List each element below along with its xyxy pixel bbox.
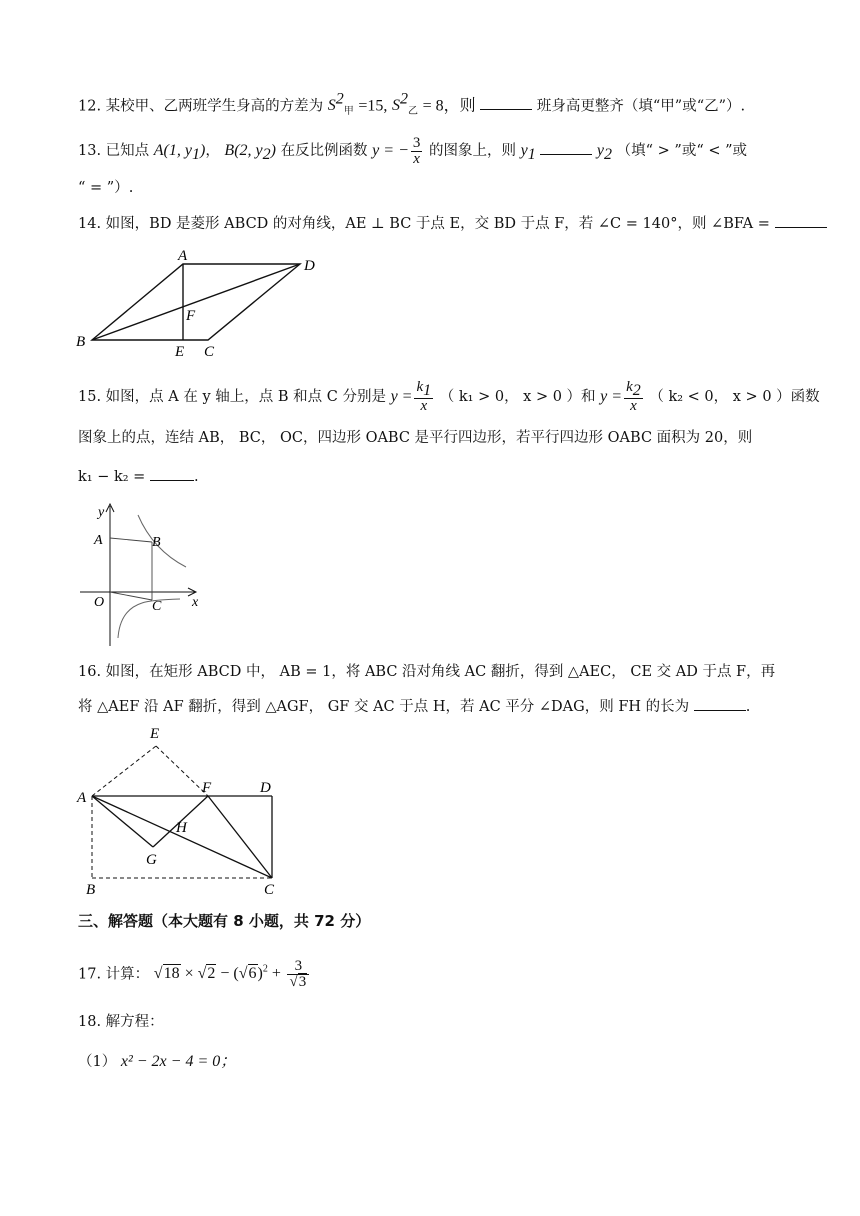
expression-fraction: $\frac{3}{√3}$: [287, 959, 309, 990]
label-E: E: [150, 726, 160, 742]
label-G: G: [146, 852, 157, 868]
question-text: k₁ − k₂ =: [78, 469, 146, 485]
question-text: 将 △AEF 沿 AF 翻折，得到 △AGF， GF 交 AC 于点 H，若 AC 平分 ∠DAG，则 FH 的长为: [78, 699, 690, 715]
question-text: 的图象上，则: [428, 143, 516, 159]
point-b: B(2, $y_2$): [224, 142, 276, 164]
function-2-fraction: $\frac{k_2}{x}$: [626, 379, 641, 414]
question-text: （填“ > ”或“ < ”或: [616, 143, 748, 159]
variance-symbol-2: $S^2_乙$: [392, 91, 419, 118]
question-text: “ = ”）.: [78, 180, 134, 196]
question-text: 解方程：: [105, 1014, 164, 1030]
rhombus-diagram: [70, 248, 330, 360]
label-E: E: [175, 344, 185, 360]
answer-blank[interactable]: [694, 696, 746, 711]
label-A: A: [178, 248, 188, 264]
question-15: [78, 380, 820, 414]
question-16: [78, 662, 775, 682]
label-D: D: [304, 258, 315, 274]
question-18-part1: [78, 1052, 236, 1072]
part-label: （1）: [78, 1054, 117, 1070]
function-fraction: $\frac{3}{x}$: [412, 134, 421, 167]
question-12: [78, 90, 745, 123]
answer-blank[interactable]: [150, 466, 194, 481]
rectangle-fold-diagram: [74, 722, 284, 897]
variance-value-1: =15,: [358, 97, 388, 115]
point-a: A(1, $y_1$): [153, 142, 206, 164]
label-x: x: [192, 595, 199, 610]
expression: $√18 \times √2 - (√6)^2$ +: [153, 964, 281, 983]
question-number: 16.: [78, 664, 102, 680]
question-text: 如图，BD 是菱形 ABCD 的对角线，AE ⊥ BC 于点 E，交 BD 于点 F，若 ∠C = 140°，则 ∠BFA =: [105, 216, 770, 232]
question-text: （ k₂ < 0， x > 0 ）函数: [649, 389, 820, 405]
question-text: 图象上的点，连结 AB， BC， OC，四边形 OABC 是平行四边形，若平行四边形 OABC 面积为 20，则: [78, 430, 753, 446]
question-number: 14.: [78, 216, 102, 232]
function-1-fraction: $\frac{k_1}{x}$: [416, 379, 432, 414]
answer-blank[interactable]: [480, 95, 532, 110]
question-18: [78, 1012, 164, 1032]
answer-blank[interactable]: [775, 213, 827, 228]
question-14: [78, 213, 827, 234]
label-B: B: [152, 535, 161, 550]
question-text: 计算：: [105, 966, 150, 983]
hyperbola-diagram: [78, 500, 208, 650]
question-15-line3: k₁ − k₂ = .: [78, 466, 199, 487]
question-text: 某校甲、乙两班学生身高的方差为: [105, 98, 324, 115]
question-number: 13.: [78, 143, 102, 159]
question-number: 18.: [78, 1014, 102, 1030]
question-text: 如图，在矩形 ABCD 中， AB = 1，将 ABC 沿对角线 AC 翻折，得到 △AEC， CE 交 AD 于点 F，再: [105, 664, 776, 680]
question-text: 在反比例函数: [280, 143, 368, 159]
function-lhs: y = −: [372, 142, 409, 159]
question-text: （ k₁ > 0， x > 0 ）和: [439, 389, 596, 405]
label-C: C: [204, 344, 215, 360]
label-B: B: [76, 334, 86, 350]
question-number: 12.: [78, 98, 102, 115]
question-text: 如图，点 A 在 y 轴上，点 B 和点 C 分别是: [105, 389, 386, 405]
label-B: B: [86, 882, 96, 897]
label-O: O: [94, 595, 105, 610]
section-heading: 三、解答题（本大题有 8 小题，共 72 分）: [78, 912, 371, 930]
question-13-cont: [78, 178, 133, 198]
label-C: C: [264, 882, 275, 897]
question-number: 17.: [78, 966, 102, 983]
label-A: A: [77, 790, 87, 806]
question-number: 15.: [78, 389, 102, 405]
y1-symbol: $y_1$: [520, 142, 536, 164]
question-text: 已知点: [105, 143, 150, 159]
question-text: 班身高更整齐（填“甲”或“乙”）.: [536, 98, 746, 115]
label-H: H: [176, 820, 187, 836]
label-A: A: [94, 533, 103, 548]
question-13: 13. 已知点 A(1, $y_1$)， B(2, $y_2$) 在反比例函数 y = − $\frac{3}{x}$ 的图象上，则 $y_1$ $y_2$ （填“ > ”或“ < ”或: [78, 134, 748, 167]
equation: x² − 2x − 4 = 0；: [120, 1053, 237, 1070]
question-16-line2: 将 △AEF 沿 AF 翻折，得到 △AGF， GF 交 AC 于点 H，若 AC 平分 ∠DAG，则 FH 的长为 .: [78, 696, 750, 717]
question-15-line2: [78, 428, 752, 448]
variance-symbol-1: $S^2_甲$: [327, 91, 354, 118]
y2-symbol: $y_2$: [596, 142, 613, 164]
label-F: F: [202, 780, 212, 796]
variance-value-2: = 8，则: [422, 97, 476, 115]
label-F: F: [186, 308, 196, 324]
label-D: D: [260, 780, 271, 796]
label-y: y: [98, 505, 105, 520]
answer-blank[interactable]: [540, 140, 592, 155]
label-C: C: [152, 599, 162, 614]
function-2-lhs: y =: [600, 388, 623, 405]
function-1-lhs: y =: [390, 388, 413, 405]
question-17: [78, 952, 311, 992]
